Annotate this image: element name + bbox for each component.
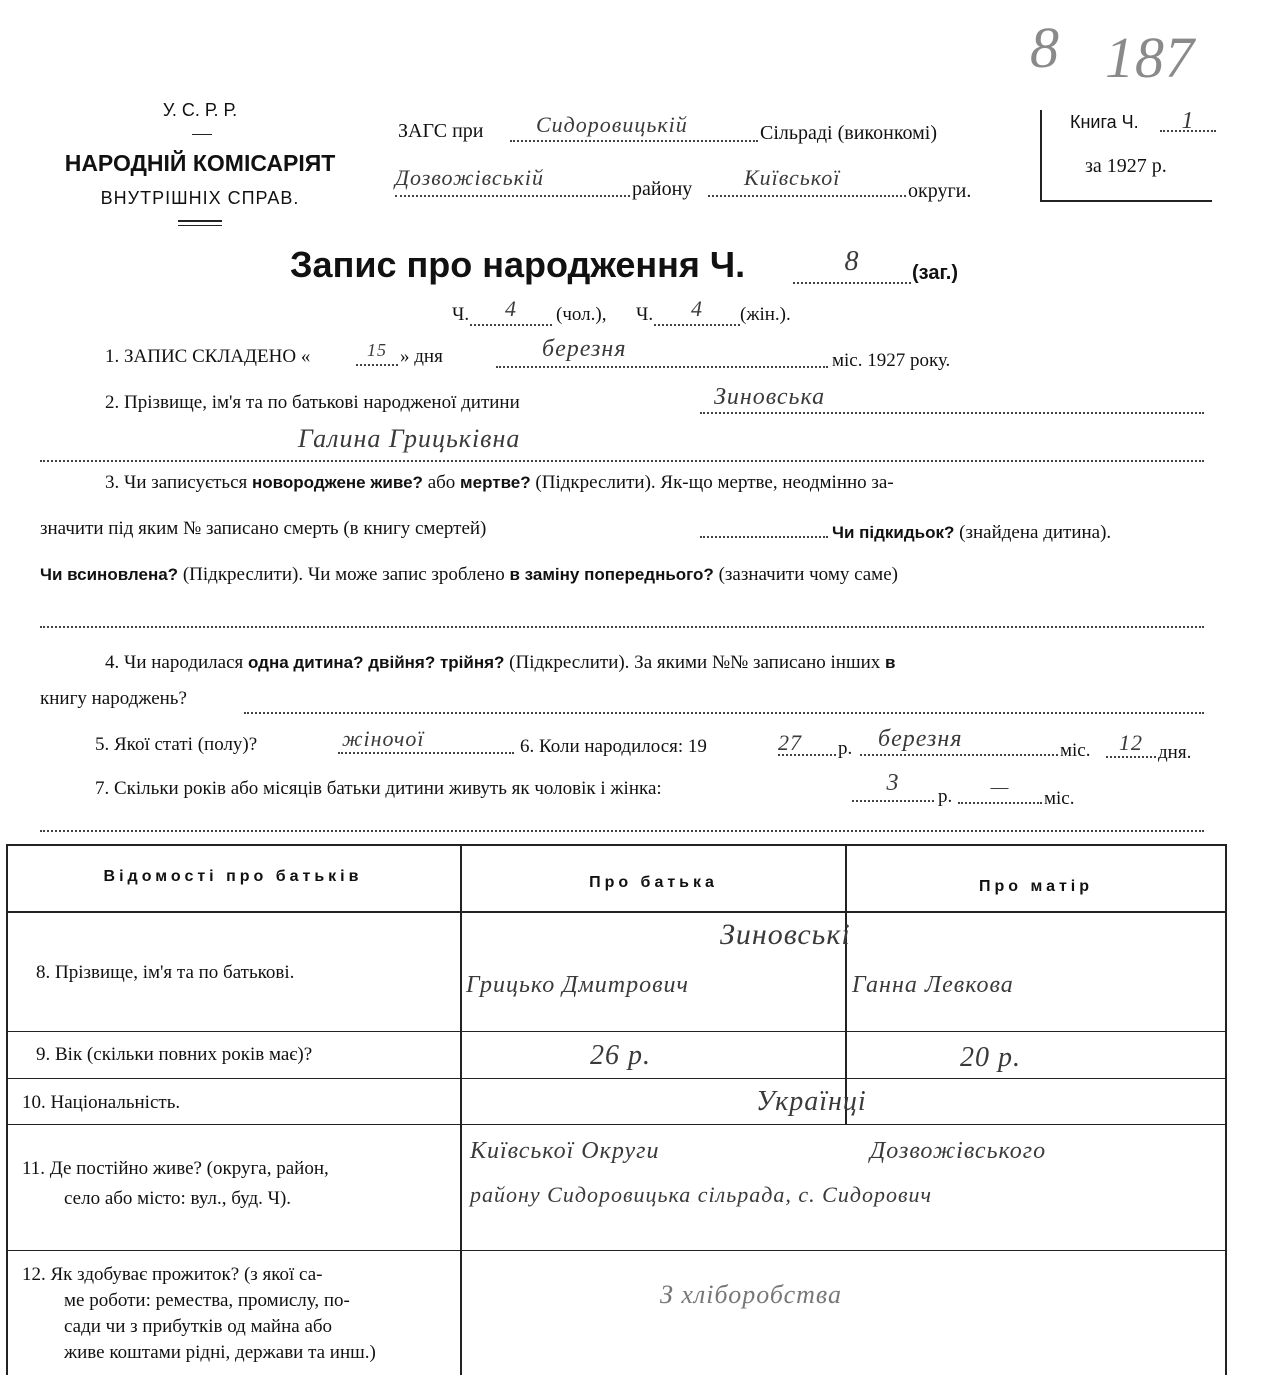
record-number-value: 8 xyxy=(844,246,860,277)
divider xyxy=(192,134,212,135)
table-border-top xyxy=(6,844,1226,846)
record-title-suffix: (заг.) xyxy=(912,262,959,284)
q3-line-1 xyxy=(105,472,1205,494)
table-header-mother: Про матір xyxy=(978,878,1094,895)
q4-bold-2: в xyxy=(885,653,896,672)
table-column-divider-1 xyxy=(460,844,462,1375)
corner-handwritten-number: 8 xyxy=(1030,15,1060,80)
q6-year-suffix: р. xyxy=(838,738,853,759)
q4-text-2: (Підкреслити). За якими №№ записано інших xyxy=(509,652,881,673)
q4-line-1 xyxy=(105,652,895,674)
row-8-mother-value: Ганна Левкова xyxy=(852,972,1014,998)
village-council-value: Сидоровицькій xyxy=(536,112,688,137)
table-row-rule xyxy=(6,1031,1226,1032)
q1-day-suffix: » дня xyxy=(400,346,443,367)
table-header-father: Про батька xyxy=(589,874,718,891)
male-count-prefix: Ч. xyxy=(452,304,470,325)
q4-bold-1: одна дитина? двійня? трійня? xyxy=(248,653,505,672)
book-box-bottom-border xyxy=(1040,200,1212,202)
q5-sex-value: жіночої xyxy=(342,726,425,751)
village-council-field xyxy=(510,112,758,142)
table-header-rule xyxy=(6,911,1226,913)
q6-label: 6. Коли народилося: 19 xyxy=(520,736,707,757)
table-row-rule xyxy=(6,1124,1226,1125)
row-8-father-value: Грицько Дмитрович xyxy=(466,972,690,998)
q4-text-1: 4. Чи народилася xyxy=(105,652,244,673)
q6-month-field xyxy=(860,726,1058,756)
female-count-label: (жін.). xyxy=(740,304,791,325)
district-field xyxy=(395,165,630,197)
okrug-field xyxy=(708,165,906,197)
q1-month-value: березня xyxy=(542,336,627,362)
male-count-label: (чол.), xyxy=(556,304,607,325)
record-title: Запис про народження Ч. xyxy=(290,244,746,285)
q7-continuation-field xyxy=(40,830,1204,832)
divider xyxy=(178,225,222,226)
q3-bold-5: в заміну попереднього? xyxy=(509,565,714,584)
q3-bold-2: мертве? xyxy=(460,473,531,492)
q3-text-2: або xyxy=(427,472,456,493)
q3-bold-1: новороджене живе? xyxy=(252,473,423,492)
q3-line-2b xyxy=(832,522,1111,544)
q7-years-suffix: р. xyxy=(938,786,953,807)
female-count-prefix: Ч. xyxy=(636,304,654,325)
row-12-label-line-1: 12. Як здобуває прожиток? (з якої са- xyxy=(22,1264,323,1285)
okrug-label: округи. xyxy=(908,180,972,202)
row-11-shared-value: району Сидоровицька сільрада, с. Сидорович xyxy=(470,1182,933,1207)
republic-label: У. С. Р. Р. xyxy=(162,100,238,120)
q6-day-value: 12 xyxy=(1119,730,1143,755)
q2-label: 2. Прізвище, ім'я та по батькові народженої дитини xyxy=(105,392,520,413)
q4-numbers-field xyxy=(244,712,1204,714)
row-10-value: Українці xyxy=(756,1086,867,1117)
q6-month-value: березня xyxy=(878,726,963,752)
book-number-field xyxy=(1160,108,1216,132)
q1-tail: міс. 1927 року. xyxy=(832,350,951,371)
commissariat-title: НАРОДНІЙ КОМІСАРІЯТ xyxy=(64,150,336,176)
book-number-value: 1 xyxy=(1181,108,1195,134)
row-12-label-line-3: сади чи з прибутків од майна або xyxy=(64,1316,333,1337)
table-border-right xyxy=(1225,844,1227,1375)
book-year: за 1927 р. xyxy=(1085,155,1167,177)
q3-text-3: (Підкреслити). Як-що мертве, неодмінно за- xyxy=(535,472,894,493)
q6-month-suffix: міс. xyxy=(1060,740,1091,761)
q5-label: 5. Якої статі (полу)? xyxy=(95,734,258,755)
q3-reason-field xyxy=(40,626,1204,628)
table-header-parents: Відомості про батьків xyxy=(103,868,363,885)
q7-years-value: 3 xyxy=(886,770,900,796)
row-8-surname-value: Зиновські xyxy=(720,918,851,951)
q1-day-field xyxy=(356,340,398,366)
q7-label: 7. Скільки років або місяців батьки дитини живуть як чоловік і жінка: xyxy=(95,778,662,799)
q3-bold-3: Чи підкидьок? xyxy=(832,523,955,542)
council-suffix: Сільраді (виконкомі) xyxy=(760,122,938,144)
row-10-label: 10. Національність. xyxy=(22,1092,181,1113)
q3-text-6: (зазначити чому саме) xyxy=(718,564,898,585)
corner-handwritten-number-2: 187 xyxy=(1105,25,1195,90)
q6-year-value: 27 xyxy=(778,730,802,755)
row-9-father-value: 26 р. xyxy=(590,1040,651,1071)
q6-year-field xyxy=(778,730,836,756)
row-8-label: 8. Прізвище, ім'я та по батькові. xyxy=(36,962,295,983)
q7-months-value: — xyxy=(990,776,1010,798)
row-11-father-value: Київської Округи xyxy=(470,1138,660,1164)
q7-years-field xyxy=(852,770,934,802)
book-label: Книга Ч. xyxy=(1070,112,1139,132)
book-box-left-border xyxy=(1040,110,1042,202)
district-label: району xyxy=(632,178,693,200)
table-row-rule xyxy=(6,1078,1226,1079)
q7-months-field xyxy=(958,776,1042,804)
q3-death-number-field xyxy=(700,536,828,538)
row-9-mother-value: 20 р. xyxy=(960,1042,1021,1073)
row-9-label: 9. Вік (скільки повних років має)? xyxy=(36,1044,313,1065)
q5-sex-field xyxy=(338,726,514,754)
male-count-field xyxy=(470,296,552,326)
row-11-label-line-1: 11. Де постійно живе? (округа, район, xyxy=(22,1158,329,1179)
row-11-mother-value: Дозвожівського xyxy=(870,1138,1047,1164)
zags-prefix: ЗАГС при xyxy=(398,120,484,142)
q3-bold-4: Чи всиновлена? xyxy=(40,565,179,584)
q3-line-3 xyxy=(40,564,898,586)
q2-name-field xyxy=(40,424,1204,462)
q1-label: 1. ЗАПИС СКЛАДЕНО « xyxy=(105,346,311,367)
row-11-label-line-2: село або місто: вул., буд. Ч). xyxy=(64,1188,292,1209)
q4-line-2: книгу народжень? xyxy=(40,688,187,709)
q3-text-4: (знайдена дитина). xyxy=(959,522,1112,543)
table-border-left xyxy=(6,844,8,1375)
q6-day-suffix: дня. xyxy=(1158,742,1192,763)
q6-day-field xyxy=(1106,730,1156,758)
okrug-value: Київської xyxy=(744,165,841,190)
record-number-field xyxy=(793,246,911,284)
q2-name-value: Галина Грицьківна xyxy=(298,424,521,453)
row-12-label-line-4: живе коштами рідні, держави та инш.) xyxy=(64,1342,376,1363)
q2-surname-value: Зиновська xyxy=(714,384,826,410)
department-label: ВНУТРІШНІХ СПРАВ. xyxy=(100,188,300,208)
district-value: Дозвожівській xyxy=(395,165,545,190)
row-12-value: З хліборобства xyxy=(660,1280,843,1309)
female-count-field xyxy=(654,296,740,326)
row-12-label-line-2: ме роботи: ремества, промислу, по- xyxy=(64,1290,350,1311)
table-row-rule xyxy=(6,1250,1226,1251)
male-count-value: 4 xyxy=(505,296,517,321)
q1-month-field xyxy=(496,336,828,368)
divider xyxy=(178,220,222,222)
q7-months-suffix: міс. xyxy=(1044,788,1075,809)
q2-surname-field xyxy=(700,384,1204,414)
q1-day-value: 15 xyxy=(367,340,387,360)
q3-text-1: 3. Чи записується xyxy=(105,472,248,493)
female-count-value: 4 xyxy=(691,296,703,321)
q3-line-2: значити під яким № записано смерть (в книгу смертей) xyxy=(40,518,487,539)
q3-text-5: (Підкреслити). Чи може запис зроблено xyxy=(182,564,505,585)
